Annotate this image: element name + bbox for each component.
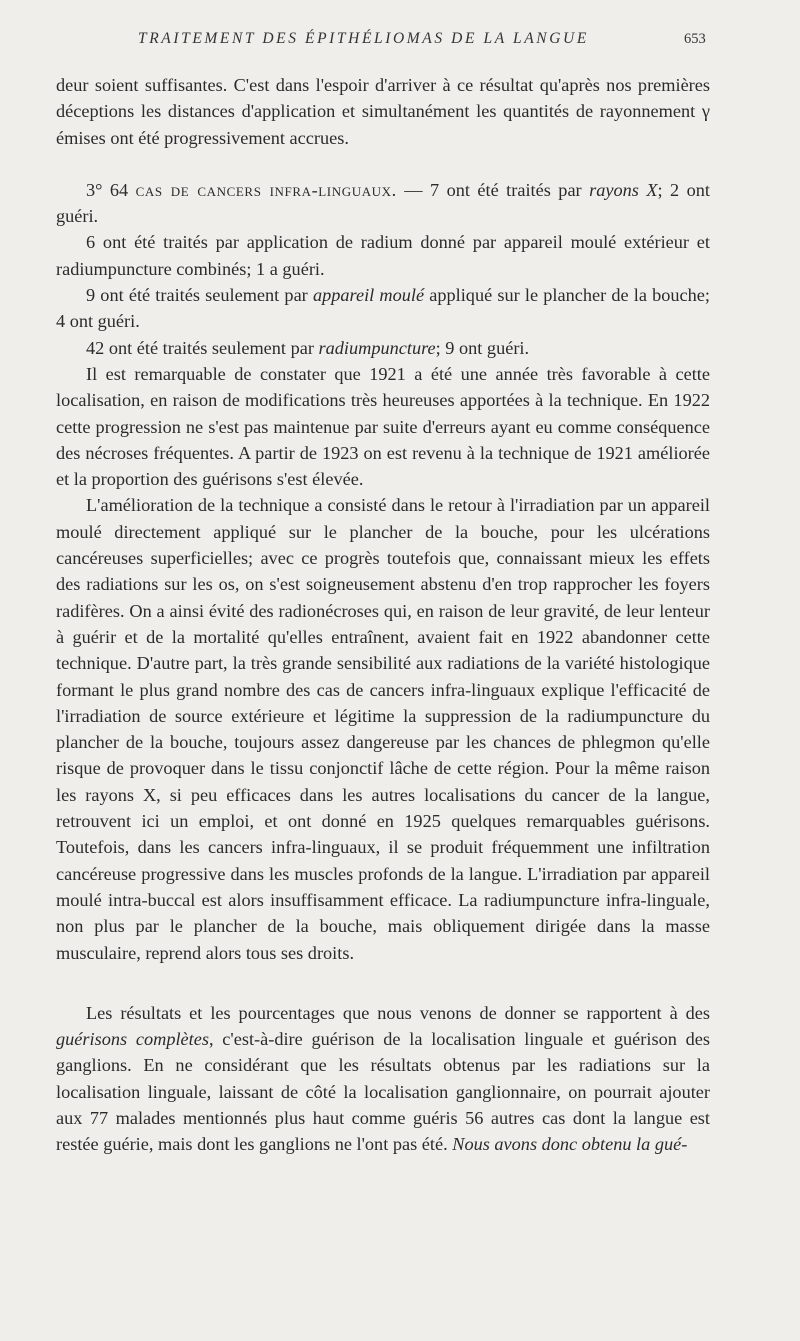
section-3-text-before: — 7 ont été traités par: [404, 179, 582, 200]
page-number: 653: [684, 31, 706, 47]
section-3-emphasis: rayons X: [589, 179, 658, 200]
paragraph-1-text: deur soient suffisantes. C'est dans l'espoir d'arriver à ce résultat qu'après nos premières déceptions les distances d'application et simultanément les quantités de rayonnement γ émises ont été progressivement accrues.: [56, 75, 710, 148]
running-title: TRAITEMENT DES ÉPITHÉLIOMAS DE LA LANGUE: [138, 30, 589, 47]
paragraph-3-text: 6 ont été traités par application de radium donné par appareil moulé extérieur et radiumpuncture combinés; 1 a guéri.: [56, 232, 710, 279]
paragraph-5-before: 42 ont été traités seulement par: [86, 337, 314, 358]
paragraph-4-before: 9 ont été traités seulement par: [86, 285, 308, 306]
paragraph-3: [56, 229, 710, 282]
paragraph-5-after: ; 9 ont guéri.: [435, 337, 530, 358]
paragraph-continuation: [56, 72, 710, 151]
section-heading-infra-linguaux: cas de cancers infra-linguaux.: [135, 179, 397, 200]
paragraph-7-text: L'amélioration de la technique a consisté dans le retour à l'irradiation par un appareil moulé directement appliqué sur le plancher de la bouche, pour les ulcérations cancéreuses superficielles; avec ce progrès toutefois que, connaissant mieux les effets des radiations sur les os, on s'est soigneusement abstenu d'en trop rapprocher les foyers radifères. On a ainsi évité des radionécroses qui, en raison de leur gravité, de leur lenteur à guérir et de la mortalité qu'elles entraînent, avaient fait en 1922 abandonner cette technique. D'autre part, la très grande sensibilité aux radiations de la variété histologique formant le plus grand nombre des cas de cancers infra-linguaux explique l'efficacité de l'irradiation de source extérieure et légitime la suppression de la radiumpuncture du plancher de la bouche, toujours assez dangereuse par les chances de phlegmon qu'elle risque de provoquer dans le tissu conjonctif lâche de cette région. Pour la même raison les rayons X, si peu efficaces dans les autres localisations du cancer de la langue, retrouvent ici un emploi, et ont donné en 1925 quelques remarquables guérisons. Toutefois, dans les cancers infra-linguaux, il se produit fréquemment une infiltration cancéreuse progressive dans les muscles profonds de la langue. L'irradiation par appareil moulé intra-buccal est alors insuffisamment efficace. La radiumpuncture infra-linguale, non plus par le plancher de la bouche, mais obliquement dirigée dans la masse musculaire, reprend alors tous ses droits.: [56, 495, 710, 963]
paragraph-8-middle: , c'est-à-dire guérison de la localisation linguale et guérison des ganglions. En ne considérant que les résultats obtenus par les radiations sur la localisation linguale, laissant de côté la localisation ganglionnaire, on pourrait ajouter aux 77 malades mentionnés plus haut comme guéris 56 autres cas dont la langue est restée guérie, mais dont les ganglions ne l'ont pas été.: [56, 1029, 710, 1155]
paragraph-5-emphasis: radiumpuncture: [318, 337, 436, 358]
paragraph-5: [56, 335, 710, 361]
paragraph-section-3: [56, 177, 710, 230]
body-text: [56, 72, 710, 1158]
paragraph-4-emphasis: appareil moulé: [312, 285, 425, 306]
paragraph-7: [56, 492, 710, 965]
page-header: [0, 30, 800, 54]
paragraph-8-emphasis-1: guérisons complètes: [56, 1029, 209, 1050]
paragraph-4-after: appliqué sur le plancher de la bouche; 4 ont guéri.: [56, 285, 710, 332]
paragraph-8-before: Les résultats et les pourcentages que nous venons de donner se rapportent à des: [86, 1002, 710, 1023]
paragraph-8-emphasis-2: Nous avons donc obtenu la gué-: [452, 1134, 688, 1155]
paragraph-6: [56, 361, 710, 492]
paragraph-6-text: Il est remarquable de constater que 1921 a été une année très favorable à cette localisation, en raison de modifications très heureuses apportées à la technique. En 1922 cette progression ne s'est pas maintenue par suite d'erreurs ayant eu comme conséquence des nécroses fréquentes. A partir de 1923 on est revenu à la technique de 1921 améliorée et la proportion des guérisons s'est élevée.: [56, 363, 710, 490]
section-3-text-after: ; 2 ont guéri.: [56, 179, 710, 227]
section-3-lead: 3° 64: [86, 179, 129, 200]
paragraph-8: [56, 1000, 710, 1158]
paragraph-4: [56, 282, 710, 335]
